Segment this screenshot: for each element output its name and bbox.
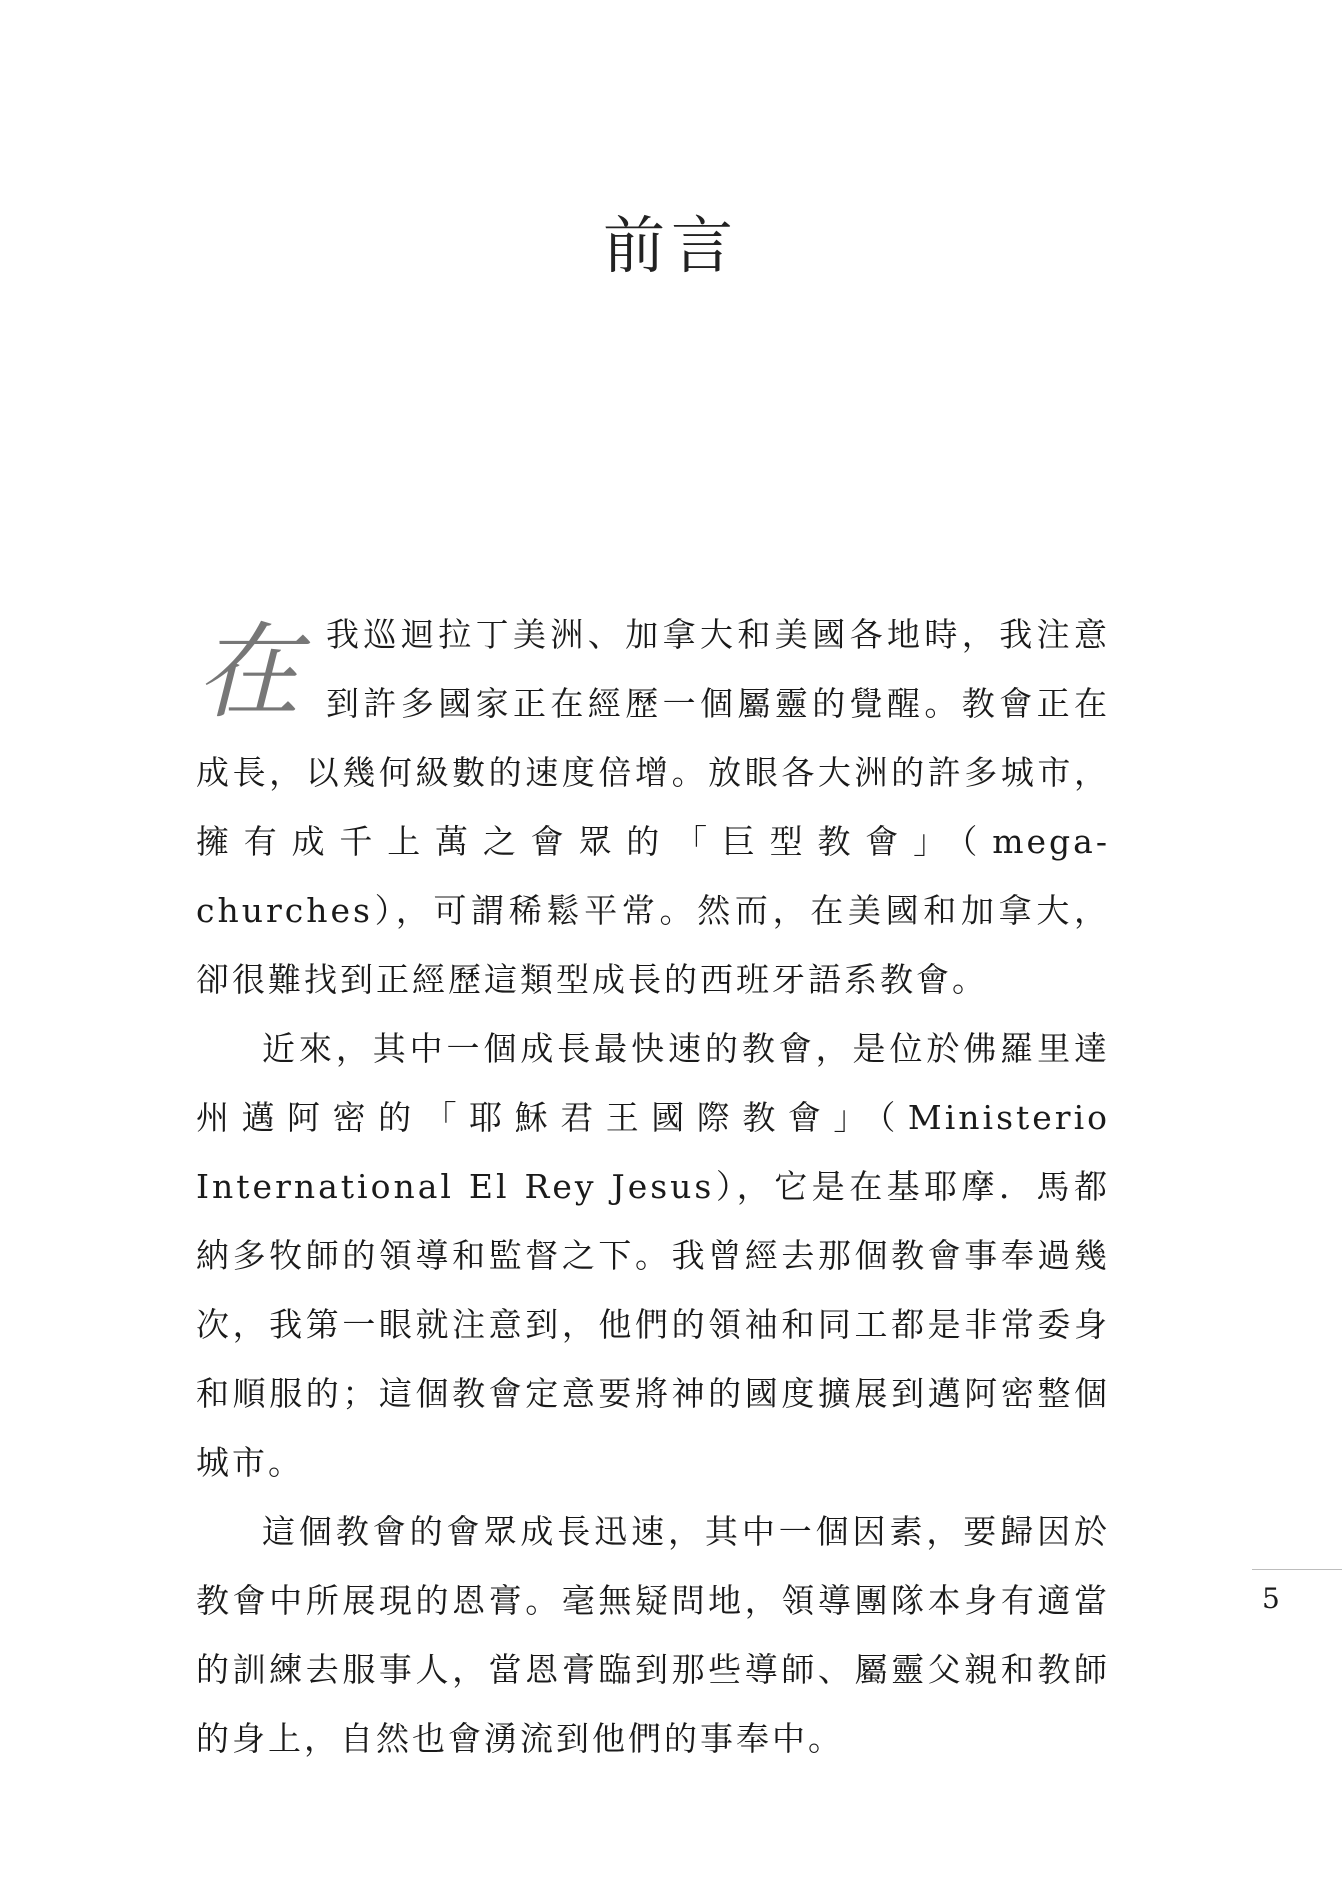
page-number: 5	[1262, 1582, 1280, 1615]
chapter-title: 前言	[602, 209, 739, 282]
drop-cap: 在	[196, 611, 301, 733]
page-number-rule	[1252, 1569, 1342, 1570]
paragraph-1-text: 我巡迴拉丁美洲、加拿大和美國各地時，我注意到許多國家正在經歷一個屬靈的覺醒。教會正在成長，以幾何級數的速度倍增。放眼各大洲的許多城市，擁有成千上萬之會眾的「巨型教會」（mega-churches），可謂稀鬆平常。然而，在美國和加拿大，卻很難找到正經歷這類型成長的西班牙語系教會。	[196, 615, 1110, 999]
body-text	[196, 600, 1110, 1773]
paragraph-3: 這個教會的會眾成長迅速，其中一個因素，要歸因於教會中所展現的恩膏。毫無疑問地，領導團隊本身有適當的訓練去服事人，當恩膏臨到那些導師、屬靈父親和教師的身上，自然也會湧流到他們的事奉中。	[196, 1512, 1110, 1758]
paragraph-2: 近來，其中一個成長最快速的教會，是位於佛羅里達州邁阿密的「耶穌君王國際教會」（Ministerio International El Rey Jesus），它是在基耶摩．馬都納多牧師的領導和監督之下。我曾經去那個教會事奉過幾次，我第一眼就注意到，他們的領袖和同工都是非常委身和順服的；這個教會定意要將神的國度擴展到邁阿密整個城市。	[196, 1029, 1110, 1482]
paragraph-1	[196, 600, 1110, 1014]
